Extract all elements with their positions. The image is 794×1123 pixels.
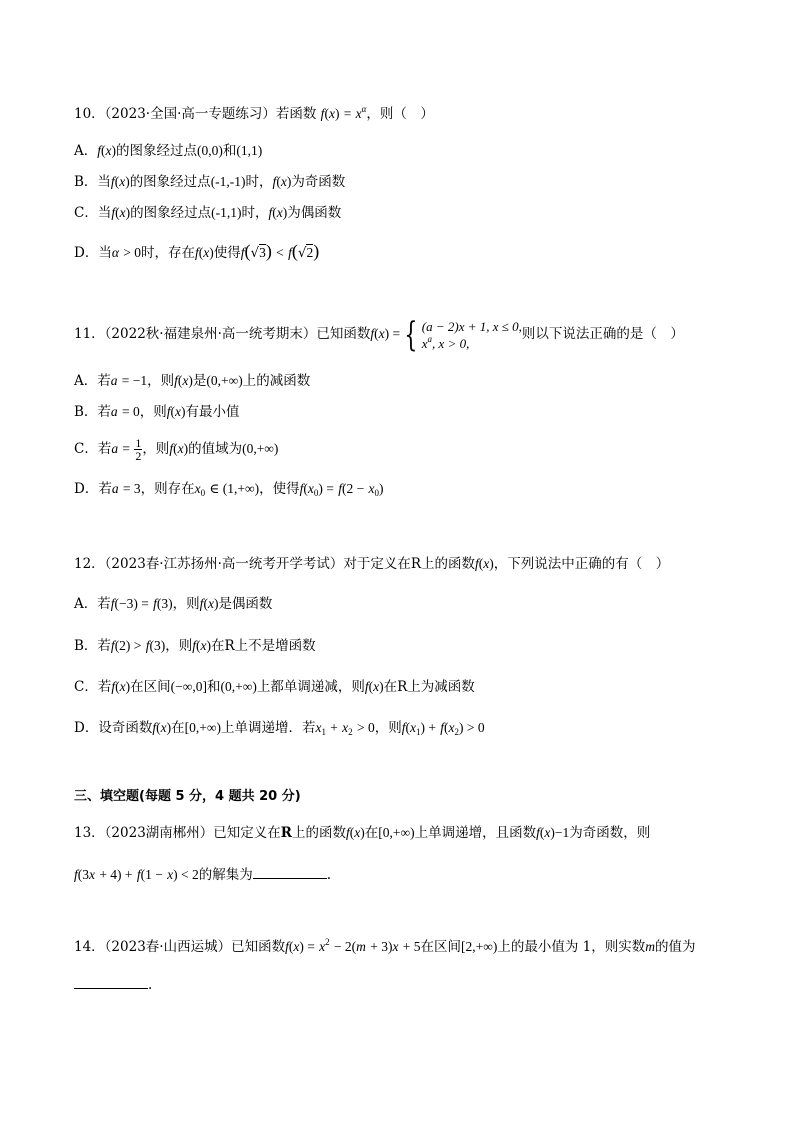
q12-option-a: A．若f(−3) = f(3)，则f(x)是偶函数 [74,596,273,612]
q11-option-a: A．若a = −1，则f(x)是(0,+∞)上的减函数 [74,373,311,389]
q12-option-c: C．若f(x)在区间(−∞,0]和(0,+∞)上都单调递减，则f(x)在R上为减函数 [74,679,475,695]
q12-option-b: B．若f(2) > f(3)，则f(x)在R上不是增函数 [74,638,316,654]
q14-line2: . [74,974,152,995]
q11-option-b: B．若a = 0，则f(x)有最小值 [74,404,240,420]
q11-option-d: D．若a = 3，则存在$x_0$ ∈ (1,+∞)，使得$f(x_0) = f(2 - x_0)$ [74,481,384,498]
q10-stem-suffix: ，则（ ） [366,106,434,122]
q11-piecewise: (a − 2)x + 1, x ≤ 0, $x^a$, x > 0, [421,318,522,351]
q11-option-c: C．若a = $\frac{1}{2}$ ，则f(x)的值域为(0,+∞) [74,436,279,463]
q11-stem-prefix: 11．（2022秋·福建泉州·高一统考期末）已知函数 [74,326,371,342]
q12-option-d: D．设奇函数f(x)在[0,+∞)上单调递增．若$x_1 + x_2 > 0$，则$f(x_1) + f(x_2) > 0$ [74,720,485,737]
q14-line1: 14．（2023春·山西运城）已知函数$f(x) = x^2 - 2(m + 3)x + 5$在区间[2,+∞)上的最小值为 1，则实数m的值为 [74,937,696,955]
q13-line2: f(3x + 4) + f(1 − x) < 2的解集为 . [74,864,331,885]
q10-stem-prefix: 10．（2023·全国·高一专题练习）若函数 [74,106,317,122]
q11-stem-suffix: 则以下说法正确的是（ ） [521,326,684,342]
section-heading: 三、填空题(每题 5 分，4 题共 20 分) [74,789,301,804]
q10-option-d: D．当α > 0时，存在f(x)使得f(√3) < f(√2) [74,241,320,261]
q10-option-a: A．f(x)的图象经过点(0,0)和(1,1) [74,143,263,159]
q10-formula: f [320,106,325,121]
q10-stem: 10．（2023·全国·高一专题练习）若函数 $f(x) = x^\alpha$，则（ ） [74,104,434,122]
q13-line1: 13．（2023湖南郴州）已知定义在R上的函数f(x)在[0,+∞)上单调递增，且函数f(x)−1为奇函数，则 [74,825,651,841]
q10-option-b: B．当f(x)的图象经过点(-1,-1)时，f(x)为奇函数 [74,174,346,190]
q12-stem: 12．（2023春·江苏扬州·高一统考开学考试）对于定义在R上的函数f(x)，下列说法中正确的有（ ） [74,556,670,572]
q13-answer-blank[interactable] [253,864,327,879]
q11-stem: 11．（2022秋·福建泉州·高一统考期末）已知函数f(x) = { (a − 2)x + 1, x ≤ 0, $x^a$, x > 0, 则以下说法正确的是（ ） [74,314,684,355]
q14-answer-blank[interactable] [74,974,148,989]
q10-option-c: C．当f(x)的图象经过点(-1,1)时，f(x)为偶函数 [74,205,342,221]
